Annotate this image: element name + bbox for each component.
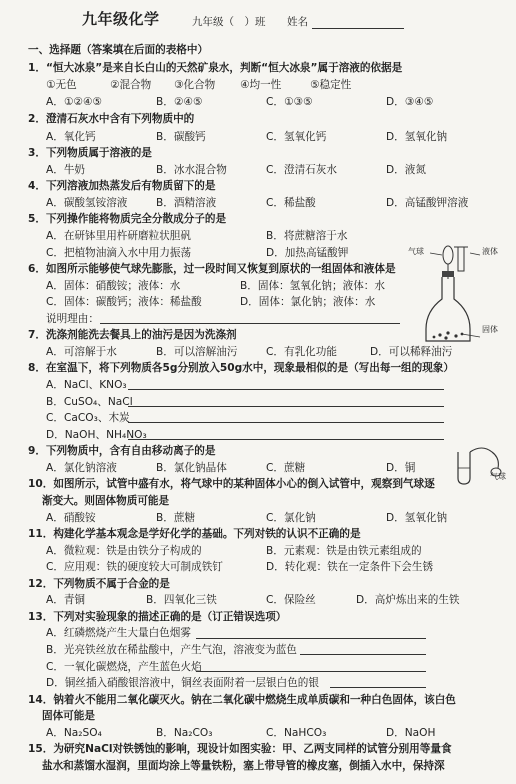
q5-stem: 5．下列操作能将物质完全分散成分子的是 <box>28 213 227 226</box>
stopper-icon <box>442 271 454 277</box>
q7-stem: 7．洗涤剂能洗去餐具上的油污是因为洗涤剂 <box>28 329 237 342</box>
q8-option-d: D．NaOH、NH₄NO₃ <box>46 428 147 441</box>
q12-option-c: C．保险丝 <box>266 594 316 607</box>
q8-option-a: A．NaCl、KNO₃ <box>46 379 127 391</box>
q1-option-b: B．②④⑤ <box>156 95 203 108</box>
q1-option-d: D．③④⑤ <box>386 95 434 108</box>
q4-option-c: C．稀盐酸 <box>266 196 316 209</box>
q14-option-a: A．Na₂SO₄ <box>46 726 102 739</box>
q4-option-a: A．碳酸氢铵溶液 <box>46 196 128 209</box>
q15-stem-line2: 盐水和蒸馏水湿润，里面均涂上等量铁粉，塞上带导管的橡皮塞，倒插入水中，保持深 <box>42 760 445 772</box>
q12-option-d: D．高炉炼出来的生铁 <box>356 594 460 607</box>
q5-option-d: D．加热高锰酸钾 <box>266 246 349 259</box>
q10-stem-line2: 渐变大。则固体物质可能是 <box>42 494 170 507</box>
funnel-icon <box>458 247 464 271</box>
q7-option-b: B．可以溶解油污 <box>156 345 238 358</box>
q14-stem: 14．钠着火不能用二氧化碳灭火。钠在二氧化碳中燃烧生成单质碳和一种白色固体，该白色 <box>28 693 456 706</box>
class-label: 九年级（ ）班 <box>192 16 266 28</box>
q8-option-b: B．CuSO₄、NaCl <box>46 395 133 408</box>
q11-option-a: A．微粒观：铁是由铁分子构成的 <box>46 544 202 557</box>
q5-option-c: C．把植物油滴入水中用力振荡 <box>46 246 192 259</box>
name-blank[interactable] <box>312 28 404 29</box>
q1-prop: ③化合物 <box>174 79 216 91</box>
q11-option-c: C．应用观：铁的硬度较大可制成铁钉 <box>46 561 223 574</box>
q6-option-c: C．固体：碳酸钙；液体：稀盐酸 <box>46 296 202 309</box>
q2-option-d: D．氢氧化钠 <box>386 130 448 143</box>
balloon-icon <box>443 246 453 264</box>
q5-option-b: B．将蔗糖溶于水 <box>266 229 348 242</box>
q1-prop: ⑤稳定性 <box>310 79 352 91</box>
q14-option-c: C．NaHCO₃ <box>266 726 327 739</box>
q14-option-b: B．Na₂CO₃ <box>156 726 213 739</box>
q8-stem: 8．在室温下，将下列物质各5g分别放入50g水中，现象最相似的是（写出每一组的现象） <box>28 362 455 375</box>
q1-option-c: C．①③⑤ <box>266 95 313 108</box>
q8-answer-blank-c[interactable] <box>128 422 444 423</box>
q4-stem: 4．下列溶液加热蒸发后有物质留下的是 <box>28 180 216 193</box>
q12-option-b: B．四氧化三铁 <box>146 594 217 607</box>
q7-option-a: A．可溶解于水 <box>46 345 117 358</box>
q13-correction-blank-b[interactable] <box>300 654 426 655</box>
q13-stem: 13．下列对实验现象的描述正确的是（订正错误选项） <box>28 610 287 623</box>
fig-label-liquid: 液体 <box>482 247 498 257</box>
q8-answer-blank-b[interactable] <box>128 406 444 407</box>
q2-stem: 2．澄清石灰水中含有下列物质中的 <box>28 113 195 125</box>
q15-stem: 15．为研究NaCl对铁锈蚀的影响，现设计如图实验：甲、乙两支同样的试管分别用等量食 <box>28 743 452 756</box>
q8-answer-blank-a[interactable] <box>128 389 444 390</box>
q13-option-d: D．铜丝插入硝酸银溶液中，铜丝表面附着一层银白色的银 <box>46 677 319 690</box>
q10-option-d: D．氢氧化钠 <box>386 511 448 524</box>
q6-option-d: D．固体：氯化钠；液体：水 <box>240 296 376 309</box>
q8-answer-blank-d[interactable] <box>128 439 444 440</box>
q3-option-b: B．冰水混合物 <box>156 163 227 176</box>
q6-option-b: B．固体：氢氧化钠；液体：水 <box>240 279 385 292</box>
q5-option-a: A．在研钵里用杵研磨粒状胆矾 <box>46 229 191 242</box>
balloon-icon <box>470 448 498 468</box>
fig-label-balloon: 气球 <box>408 247 424 257</box>
q6-option-a: A．固体：硝酸铵；液体：水 <box>46 279 181 292</box>
q6-reason-label: 说明理由： <box>46 312 99 325</box>
q3-option-d: D．液氮 <box>386 163 426 176</box>
q9-option-d: D．铜 <box>386 461 416 474</box>
q10-option-b: B．蔗糖 <box>156 511 196 524</box>
q1-prop: ①无色 <box>46 79 77 91</box>
q9-option-b: B．氯化钠晶体 <box>156 461 227 474</box>
q3-option-c: C．澄清石灰水 <box>266 163 337 176</box>
q10-option-c: C．氯化钠 <box>266 511 316 524</box>
q14-stem-line2: 固体可能是 <box>42 710 95 723</box>
q1-prop: ②混合物 <box>110 79 152 91</box>
q6-stem: 6．如图所示能够使气球先膨胀，过一段时间又恢复到原状的一组固体和液体是 <box>28 263 396 275</box>
q2-option-a: A．氧化钙 <box>46 130 96 143</box>
q14-option-d: D．NaOH <box>386 726 436 739</box>
page-title: 九年级化学 <box>82 10 160 28</box>
q9-stem: 9．下列物质中，含有自由移动离子的是 <box>28 445 216 458</box>
q11-option-b: B．元素观：铁是由铁元素组成的 <box>266 544 422 557</box>
q7-option-c: C．有乳化功能 <box>266 345 337 358</box>
q1-option-a: A．①②④⑤ <box>46 95 102 108</box>
fig-label-solid: 固体 <box>482 324 498 334</box>
q13-correction-blank-d[interactable] <box>330 687 426 688</box>
q1-prop: ④均一性 <box>240 79 282 91</box>
flask-icon <box>426 277 470 341</box>
q10-fig-label-balloon: 气球 <box>490 471 506 481</box>
q12-option-a: A．青铜 <box>46 594 86 607</box>
q3-stem: 3．下列物质属于溶液的是 <box>28 147 152 160</box>
q2-option-b: B．碳酸钙 <box>156 130 206 143</box>
name-label: 姓名 <box>287 16 308 28</box>
q1-stem: 1．“恒大冰泉”是来自长白山的天然矿泉水，判断“恒大冰泉”属于溶液的依据是 <box>28 61 403 74</box>
q13-option-b: B．光亮铁丝放在稀盐酸中，产生气泡，溶液变为蓝色 <box>46 644 297 656</box>
q12-stem: 12．下列物质不属于合金的是 <box>28 577 170 590</box>
q13-correction-blank-a[interactable] <box>196 638 426 639</box>
q11-stem: 11．构建化学基本观念是学好化学的基础。下列对铁的认识不正确的是 <box>28 528 361 541</box>
q10-stem: 10．如图所示，试管中盛有水，将气球中的某种固体小心的倒入试管中，观察到气球逐 <box>28 478 435 491</box>
q10-option-a: A．硝酸铵 <box>46 511 96 524</box>
q3-option-a: A．牛奶 <box>46 163 86 176</box>
section-heading: 一、选择题（答案填在后面的表格中） <box>28 44 209 56</box>
q6-reason-blank[interactable] <box>100 323 400 324</box>
q13-option-c: C．一氧化碳燃烧，产生蓝色火焰 <box>46 660 202 673</box>
q4-option-d: D．高锰酸钾溶液 <box>386 196 469 209</box>
q7-option-d: D．可以稀释油污 <box>370 345 453 358</box>
q13-option-a: A．红磷燃烧产生大量白色烟雾 <box>46 627 191 640</box>
q2-option-c: C．氢氧化钙 <box>266 130 327 143</box>
q8-option-c: C．CaCO₃、木炭 <box>46 412 130 425</box>
q11-option-d: D．转化观：铁在一定条件下会生锈 <box>266 561 434 574</box>
q9-option-c: C．蔗糖 <box>266 461 306 474</box>
q4-option-b: B．酒精溶液 <box>156 196 217 209</box>
q13-correction-blank-c[interactable] <box>196 671 426 672</box>
q9-option-a: A．氯化钠溶液 <box>46 461 117 474</box>
